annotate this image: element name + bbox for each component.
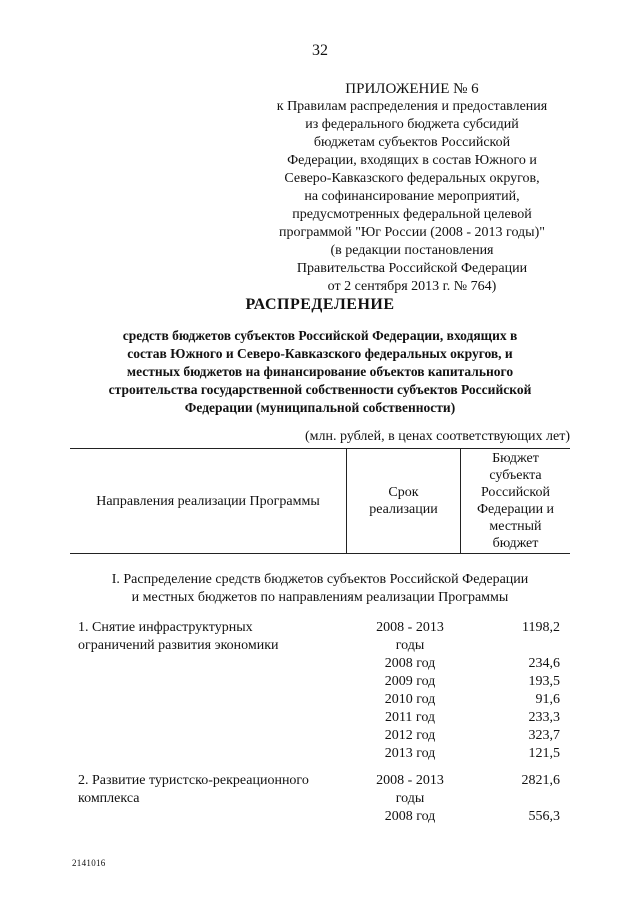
appendix-line: (в редакции постановления: [330, 243, 494, 258]
row-period: 2010 год: [384, 692, 436, 707]
item-name-line: ограничений развития экономики: [78, 638, 279, 653]
header-budget-line: Бюджет: [492, 451, 539, 466]
table-row: [340, 709, 570, 727]
row-period: 2009 год: [384, 674, 436, 689]
table-header: [70, 448, 570, 554]
row-value: 2821,6: [521, 773, 560, 788]
subtitle-line: местных бюджетов на финансирование объектов капитального: [126, 364, 514, 379]
page-number: 32: [312, 42, 328, 59]
row-value: 1198,2: [522, 620, 560, 635]
table-row: [340, 808, 570, 826]
appendix-heading: ПРИЛОЖЕНИЕ № 6: [345, 81, 479, 97]
appendix-line: бюджетам субъектов Российской: [313, 135, 511, 150]
footer-code: 2141016: [72, 858, 106, 868]
appendix-line: Северо-Кавказского федеральных округов,: [284, 171, 540, 186]
item-name: [78, 619, 348, 655]
item-name-line: 2. Развитие туристско-рекреационного: [78, 773, 309, 788]
row-period: 2008 - 2013: [376, 620, 444, 635]
table-row: [340, 727, 570, 745]
row-period: 2011 год: [384, 710, 436, 725]
row-value: 121,5: [528, 746, 560, 761]
item-name: [78, 772, 348, 808]
table-row: [340, 637, 570, 655]
row-period: 2008 - 2013: [376, 773, 444, 788]
table-row: [340, 790, 570, 808]
header-directions-label: Направления реализации Программы: [96, 493, 320, 509]
item-name-line: 1. Снятие инфраструктурных: [78, 620, 253, 635]
document-title: РАСПРЕДЕЛЕНИЕ: [245, 296, 395, 313]
header-directions: [70, 449, 347, 553]
section-title: [70, 571, 570, 607]
row-value: 234,6: [528, 656, 560, 671]
table-row: [340, 745, 570, 763]
subtitle-line: Федерации (муниципальной собственности): [184, 400, 456, 415]
units-note: (млн. рублей, в ценах соответствующих лет): [305, 429, 570, 444]
appendix-line: из федерального бюджета субсидий: [305, 117, 519, 132]
item-name-line: комплекса: [78, 791, 140, 806]
table-row: [340, 619, 570, 637]
header-budget-line: Федерации и: [476, 502, 555, 517]
header-budget-line: бюджет: [492, 536, 539, 551]
header-budget: [461, 449, 570, 553]
header-budget-line: местный: [489, 519, 542, 534]
appendix-line: от 2 сентября 2013 г. № 764): [327, 279, 497, 294]
subtitle-line: строительства государственной собственности субъектов Российской: [108, 382, 532, 397]
row-value: 233,3: [528, 710, 560, 725]
row-period: 2012 год: [384, 728, 436, 743]
table-row: [340, 772, 570, 790]
appendix-line: Федерации, входящих в состав Южного и: [287, 153, 537, 168]
appendix-line: программой "Юг России (2008 - 2013 годы)": [279, 225, 545, 240]
header-period-line: реализации: [369, 502, 438, 517]
appendix-line: предусмотренных федеральной целевой: [292, 207, 532, 222]
subtitle-line: состав Южного и Северо-Кавказского федеральных округов, и: [127, 346, 513, 361]
header-period-line: Срок: [388, 485, 419, 500]
header-budget-line: субъекта: [489, 468, 542, 483]
row-period: годы: [395, 791, 425, 806]
row-value: 193,5: [528, 674, 560, 689]
row-period: 2013 год: [384, 746, 436, 761]
section-title-line: и местных бюджетов по направлениям реализации Программы: [131, 590, 509, 605]
table-row: [340, 655, 570, 673]
row-value: 323,7: [528, 728, 560, 743]
row-period: 2008 год: [384, 656, 436, 671]
row-period: годы: [395, 638, 425, 653]
appendix-block: [262, 80, 562, 296]
row-value: 556,3: [528, 809, 560, 824]
header-period: [347, 449, 461, 553]
row-value: 91,6: [535, 692, 560, 707]
row-period: 2008 год: [384, 809, 436, 824]
table-row: [340, 691, 570, 709]
appendix-line: к Правилам распределения и предоставления: [276, 99, 548, 114]
appendix-line: Правительства Российской Федерации: [296, 261, 528, 276]
table-row: [340, 673, 570, 691]
appendix-line: на софинансирование мероприятий,: [304, 189, 520, 204]
header-budget-line: Российской: [480, 485, 550, 500]
document-subtitle: [88, 327, 552, 417]
section-title-line: I. Распределение средств бюджетов субъектов Российской Федерации: [111, 572, 529, 587]
subtitle-line: средств бюджетов субъектов Российской Федерации, входящих в: [122, 328, 518, 343]
